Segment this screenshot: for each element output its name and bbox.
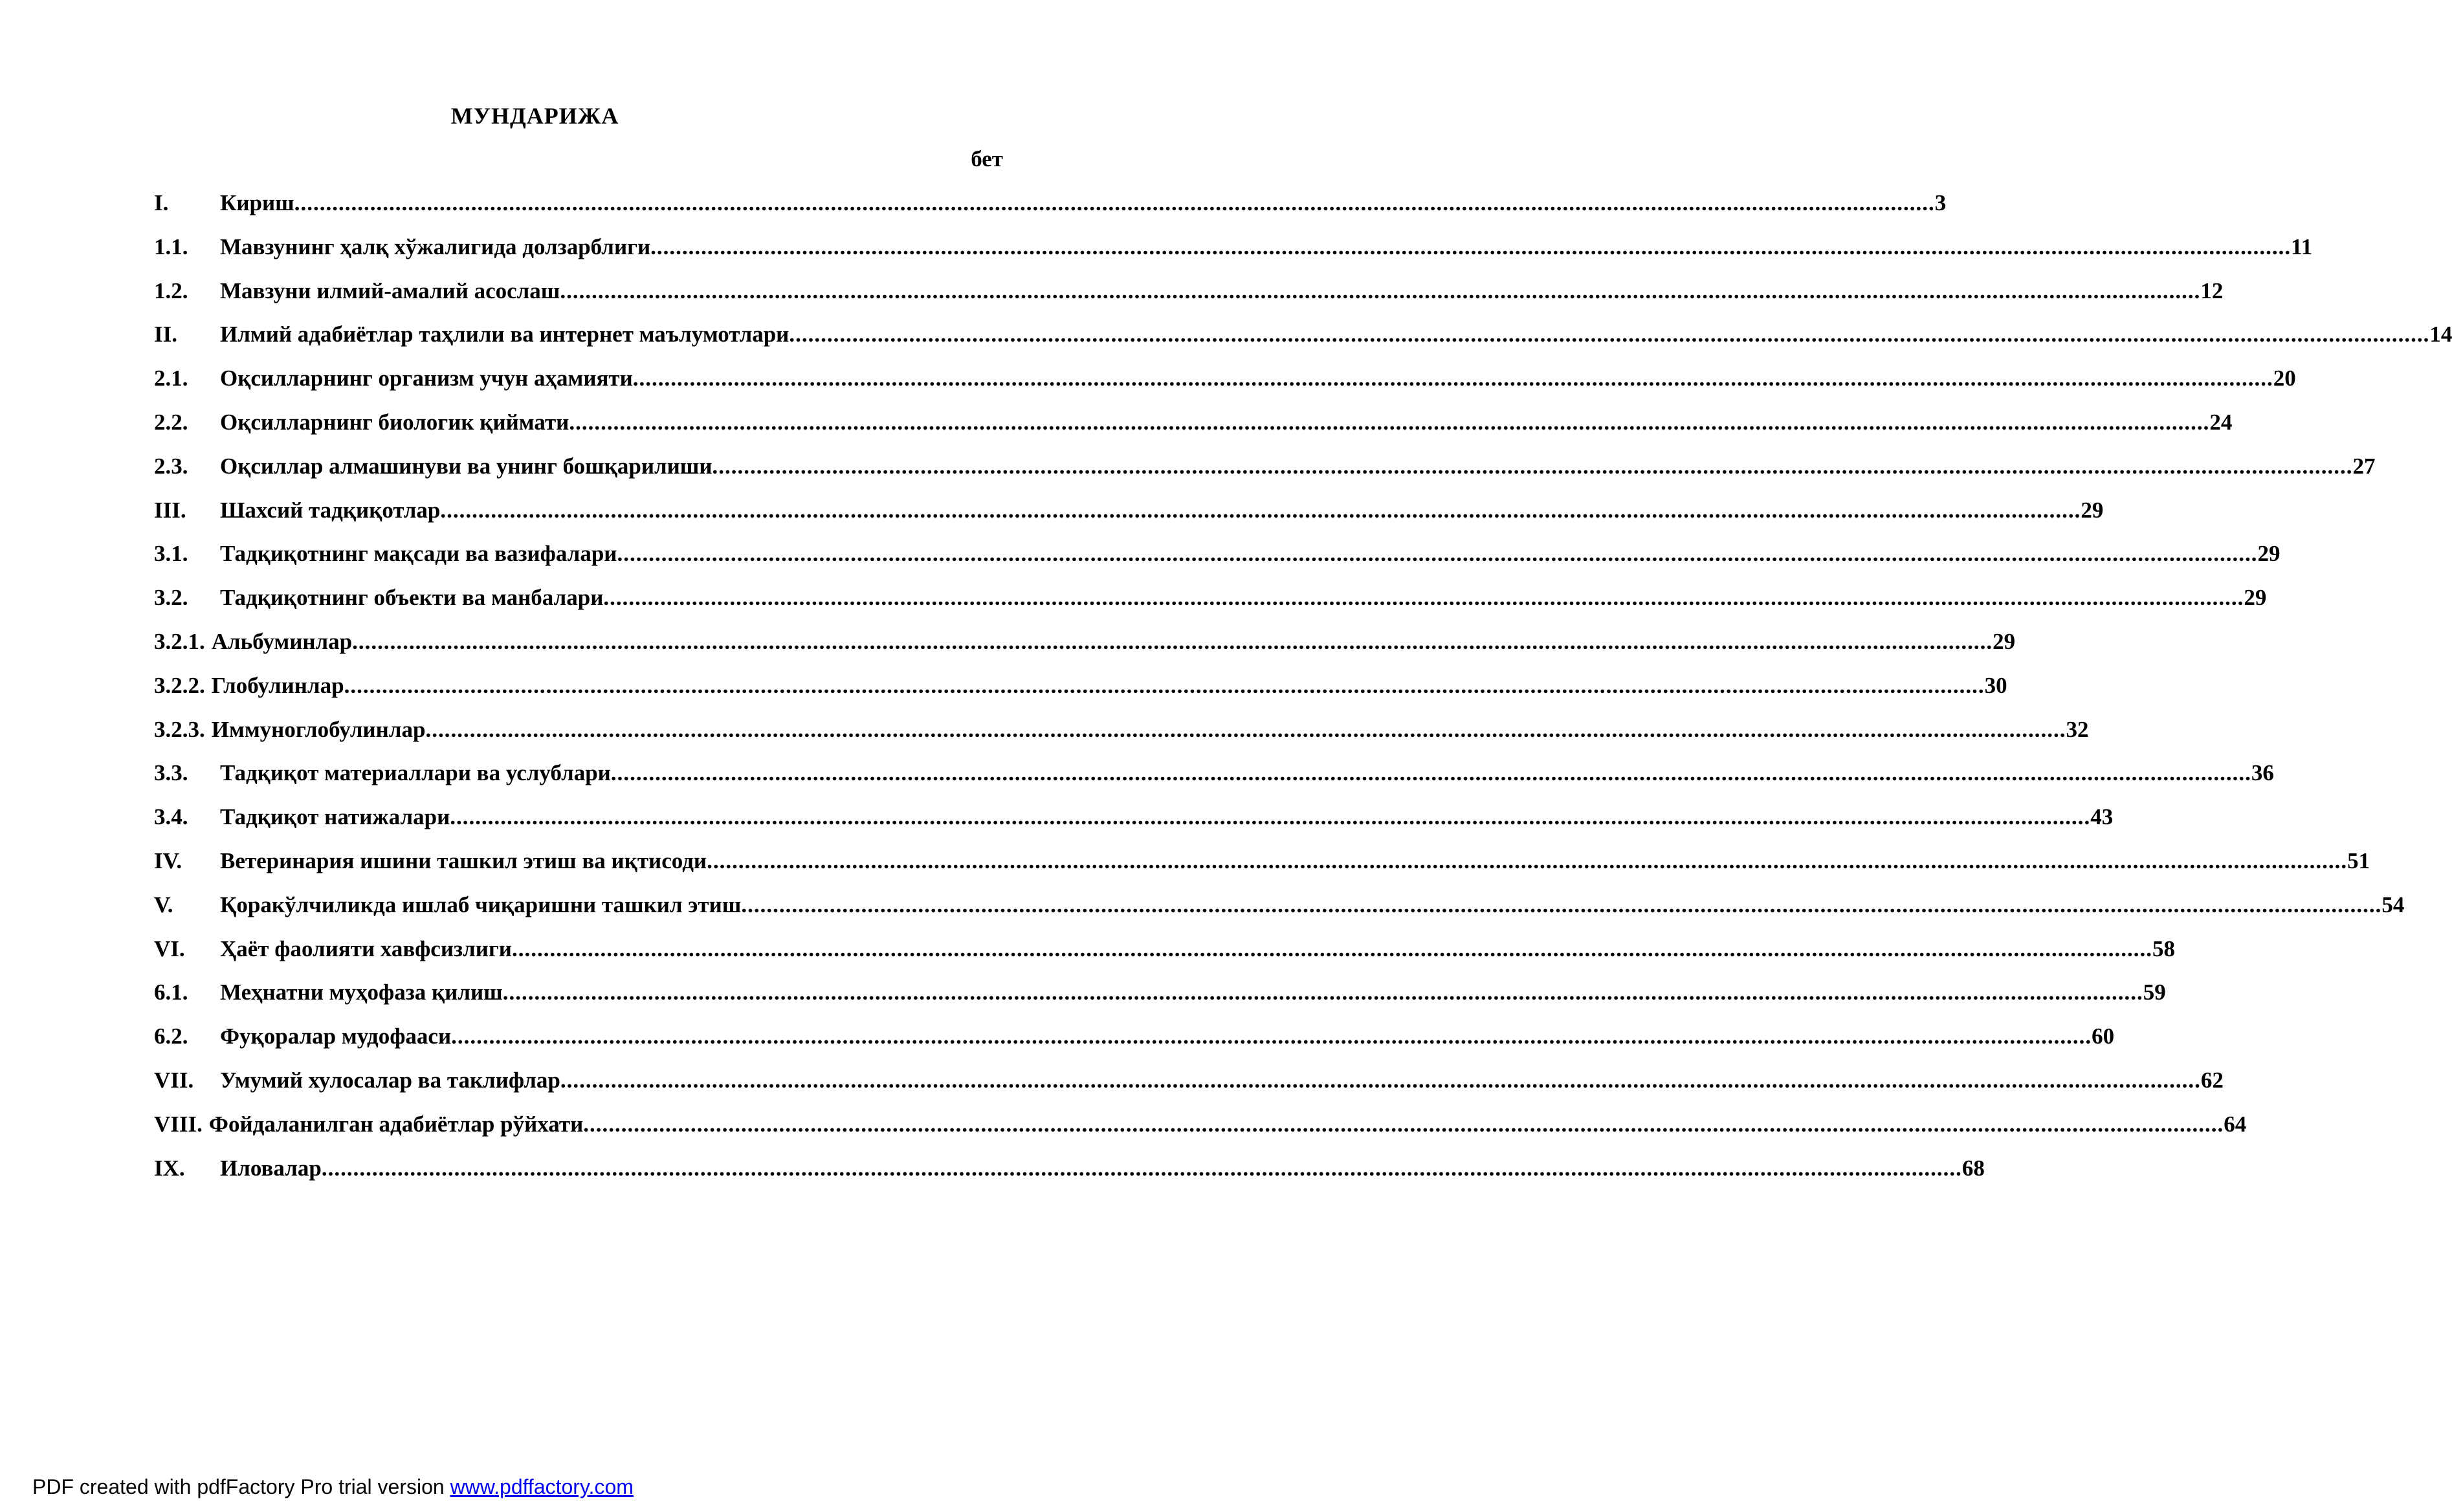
toc-entry[interactable] — [154, 582, 2267, 626]
toc-leader-dots: .................................................................................................................................................................................................................................................................... — [569, 409, 2210, 435]
footer-text: PDF created with pdfFactory Pro trial version — [32, 1475, 450, 1498]
toc-leader-dots: .................................................................................................................................................................................................................................................................... — [344, 672, 1985, 698]
toc-entry-title: Тадқиқотнинг объекти ва манбалари — [220, 585, 604, 611]
toc-leader-dots: .................................................................................................................................................................................................................................................................... — [712, 453, 2353, 479]
toc-entry-title: Фойдаланилган адабиётлар рўйхати — [208, 1111, 584, 1137]
toc-entry-title: Мавзунинг ҳалқ хўжалигида долзарблиги — [220, 234, 651, 259]
toc-entry-page: 29 — [2244, 585, 2267, 611]
toc-entry-number: 3.3. — [154, 760, 188, 786]
toc-entry-title: Мавзуни илмий-амалий асослаш — [220, 278, 560, 303]
toc-entry[interactable] — [154, 495, 2104, 539]
toc-entry-page: 24 — [2209, 409, 2233, 435]
toc-entry[interactable] — [154, 451, 2376, 495]
toc-leader-dots: .................................................................................................................................................................................................................................................................... — [632, 366, 2273, 391]
toc-leader-dots: .................................................................................................................................................................................................................................................................... — [789, 322, 2430, 347]
toc-entry-title: Ветеринария ишини ташкил этиш ва иқтисоди — [220, 848, 707, 873]
toc-entry-page: 27 — [2352, 453, 2376, 479]
toc-leader-dots: .................................................................................................................................................................................................................................................................... — [502, 980, 2143, 1005]
toc-leader-dots: .................................................................................................................................................................................................................................................................... — [603, 585, 2244, 611]
toc-entry-number: 3.4. — [154, 804, 188, 830]
toc-entry-number: III. — [154, 497, 186, 523]
toc-entry[interactable] — [154, 670, 2007, 714]
toc-entry[interactable] — [154, 407, 2233, 451]
toc-leader-dots: .................................................................................................................................................................................................................................................................... — [425, 716, 2066, 742]
page-column-label: бет — [971, 146, 1003, 171]
toc-entry-number: VII. — [154, 1067, 194, 1093]
toc-entry-page: 20 — [2273, 366, 2296, 391]
toc-entry-number: VIII. — [154, 1111, 203, 1137]
toc-leader-dots: .................................................................................................................................................................................................................................................................... — [560, 1067, 2201, 1093]
toc-entry[interactable] — [154, 1021, 2115, 1065]
toc-entry-page: 51 — [2347, 848, 2370, 873]
toc-leader-dots: .................................................................................................................................................................................................................................................................... — [650, 234, 2292, 259]
toc-entry-page: 58 — [2152, 936, 2175, 961]
toc-entry-page: 3 — [1934, 190, 1947, 215]
toc-entry-page: 62 — [2200, 1067, 2224, 1093]
toc-entry[interactable] — [154, 802, 2114, 846]
toc-entry-number: 2.2. — [154, 409, 188, 435]
toc-entry[interactable] — [154, 538, 2281, 582]
toc-entry[interactable] — [154, 363, 2296, 407]
toc-entry-title: Тадқиқотнинг мақсади ва вазифалари — [220, 541, 617, 567]
toc-entry-page: 36 — [2251, 760, 2274, 786]
toc-entry-title: Тадқиқот материаллари ва услублари — [220, 760, 611, 786]
toc-leader-dots: .................................................................................................................................................................................................................................................................... — [617, 541, 2258, 567]
toc-entry[interactable] — [154, 626, 2016, 670]
toc-entry-number: IX. — [154, 1155, 185, 1181]
toc-entry[interactable] — [154, 319, 2452, 363]
toc-entry[interactable] — [154, 977, 2166, 1021]
toc-leader-dots: .................................................................................................................................................................................................................................................................... — [451, 1024, 2092, 1049]
toc-entry-number: VI. — [154, 936, 185, 961]
toc-entry-number: 3.2. — [154, 585, 188, 611]
toc-entry-title: Илмий адабиётлар таҳлили ва интернет маълумотлари — [220, 322, 790, 347]
table-of-contents — [154, 188, 2452, 1196]
toc-entry-page: 11 — [2291, 234, 2313, 259]
toc-entry-number: 3.2.3. — [154, 716, 205, 742]
toc-entry[interactable] — [154, 714, 2089, 758]
toc-entry-page: 54 — [2381, 892, 2405, 917]
toc-entry-page: 29 — [2257, 541, 2281, 567]
toc-entry-page: 12 — [2200, 278, 2224, 303]
toc-entry[interactable] — [154, 232, 2313, 276]
toc-entry-page: 29 — [2081, 497, 2104, 523]
toc-entry[interactable] — [154, 934, 2175, 978]
toc-entry[interactable] — [154, 188, 1947, 232]
toc-entry-title: Оқсилларнинг биологик қиймати — [220, 409, 569, 435]
toc-entry-page: 43 — [2090, 804, 2114, 830]
toc-entry-number: 3.2.2. — [154, 672, 205, 698]
toc-entry-title: Альбуминлар — [211, 628, 353, 654]
toc-entry-title: Оқсилларнинг организм учун аҳамияти — [220, 366, 633, 391]
toc-entry-number: V. — [154, 892, 173, 917]
toc-entry-title: Ҳаёт фаолияти хавфсизлиги — [220, 936, 512, 961]
toc-entry-number: 6.1. — [154, 980, 188, 1005]
toc-entry-number: I. — [154, 190, 169, 215]
toc-entry-number: 3.1. — [154, 541, 188, 567]
toc-entry-page: 30 — [1984, 672, 2007, 698]
toc-entry-page: 14 — [2429, 322, 2452, 347]
toc-leader-dots: .................................................................................................................................................................................................................................................................... — [321, 1155, 1962, 1181]
toc-entry-title: Кириш — [220, 190, 294, 215]
pdf-footer — [32, 1475, 634, 1499]
toc-leader-dots: .................................................................................................................................................................................................................................................................... — [352, 628, 1993, 654]
toc-leader-dots: .................................................................................................................................................................................................................................................................... — [560, 278, 2201, 303]
toc-entry-title: Умумий хулосалар ва таклифлар — [220, 1067, 560, 1093]
toc-entry-page: 64 — [2224, 1111, 2247, 1137]
toc-entry-number: 2.1. — [154, 366, 188, 391]
toc-leader-dots: .................................................................................................................................................................................................................................................................... — [741, 892, 2382, 917]
toc-entry[interactable] — [154, 276, 2224, 320]
toc-entry[interactable] — [154, 1065, 2224, 1109]
toc-entry[interactable] — [154, 758, 2274, 802]
toc-leader-dots: .................................................................................................................................................................................................................................................................... — [707, 848, 2348, 873]
toc-entry-page: 32 — [2066, 716, 2089, 742]
toc-entry[interactable] — [154, 1109, 2247, 1153]
toc-entry-number: 2.3. — [154, 453, 188, 479]
toc-entry-number: 1.1. — [154, 234, 188, 259]
toc-leader-dots: .................................................................................................................................................................................................................................................................... — [294, 190, 1935, 215]
toc-entry-number: 1.2. — [154, 278, 188, 303]
toc-entry-title: Шахсий тадқиқотлар — [220, 497, 441, 523]
toc-entry-number: 3.2.1. — [154, 628, 205, 654]
toc-leader-dots: .................................................................................................................................................................................................................................................................... — [450, 804, 2091, 830]
toc-entry-page: 60 — [2092, 1024, 2115, 1049]
toc-entry-title: Иловалар — [220, 1155, 322, 1181]
toc-entry[interactable] — [154, 890, 2405, 934]
toc-entry-title: Меҳнатни муҳофаза қилиш — [220, 980, 503, 1005]
toc-entry-title: Иммуноглобулинлар — [211, 716, 426, 742]
page-title: МУНДАРИЖА — [450, 103, 619, 129]
toc-entry-page: 68 — [1961, 1155, 1985, 1181]
toc-entry-title: Фуқоралар мудофааси — [220, 1024, 452, 1049]
toc-leader-dots: .................................................................................................................................................................................................................................................................... — [440, 497, 2081, 523]
toc-entry-page: 59 — [2143, 980, 2166, 1005]
toc-entry-title: Қоракўлчиликда ишлаб чиқаришни ташкил этиш — [220, 892, 742, 917]
toc-entry[interactable] — [154, 846, 2370, 890]
toc-entry-title: Глобулинлар — [211, 672, 344, 698]
toc-entry[interactable] — [154, 1153, 1985, 1197]
toc-entry-page: 29 — [1993, 628, 2016, 654]
toc-entry-number: 6.2. — [154, 1024, 188, 1049]
toc-leader-dots: .................................................................................................................................................................................................................................................................... — [511, 936, 2152, 961]
toc-entry-number: II. — [154, 322, 177, 347]
toc-entry-title: Тадқиқот натижалари — [220, 804, 450, 830]
toc-leader-dots: .................................................................................................................................................................................................................................................................... — [610, 760, 2251, 786]
toc-entry-number: IV. — [154, 848, 182, 873]
toc-entry-title: Оқсиллар алмашинуви ва унинг бошқарилиши — [220, 453, 712, 479]
toc-leader-dots: .................................................................................................................................................................................................................................................................... — [583, 1111, 2224, 1137]
footer-link[interactable]: www.pdffactory.com — [450, 1475, 634, 1498]
